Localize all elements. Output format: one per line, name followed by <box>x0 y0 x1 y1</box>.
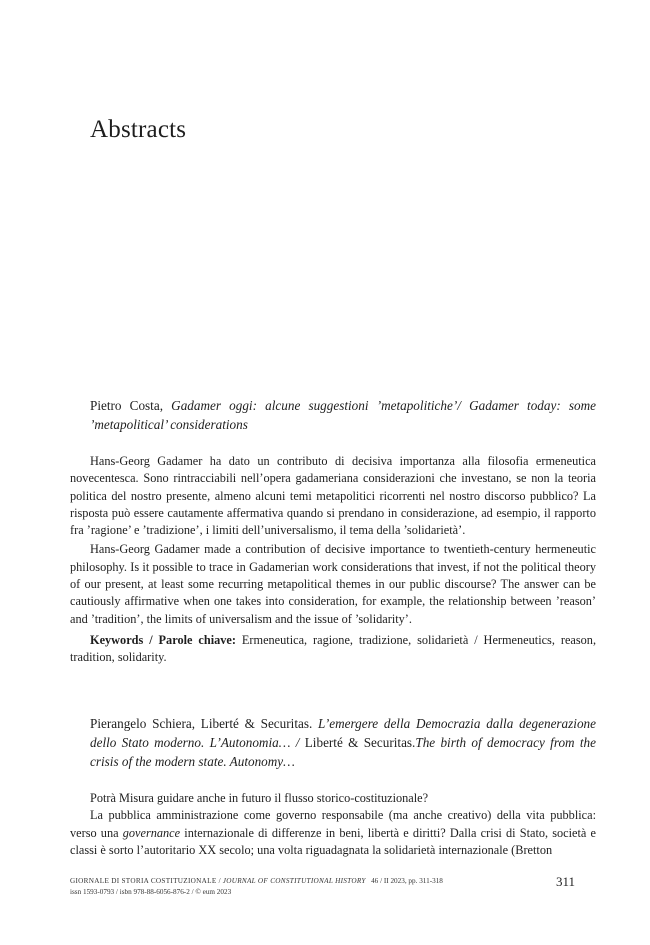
keywords-list: Ermeneutica, ragione, tradizione, solidarietà / Hermeneutics, reason, tradition, solidarity. <box>70 632 597 665</box>
journal-title-it: GIORNALE DI STORIA COSTITUZIONALE / <box>70 877 221 885</box>
article-title-english: The birth of democracy from the crisis of the modern state. Autonomy… <box>90 735 597 769</box>
abstract-title <box>70 396 596 434</box>
article-title: Gadamer oggi: alcune suggestioni ’metapolitiche’/ Gadamer today: some ’metapolitical’ considerations <box>90 398 597 432</box>
author-name: Pietro Costa, <box>90 398 163 413</box>
page-number: 311 <box>556 874 576 889</box>
section-heading: Abstracts <box>90 116 187 143</box>
abstract-paragraph: Potrà Misura guidare anche in futuro il flusso storico-costituzionale? <box>90 791 429 805</box>
article-title-italian: L’emergere della Democrazia dalla degenerazione dello Stato moderno. L’Autonomia… / <box>90 716 596 750</box>
text-italic: governance <box>122 825 181 840</box>
keywords-label: Keywords / Parole chiave: <box>90 632 236 647</box>
abstract-paragraph <box>70 807 596 859</box>
text-segment: internazionale di differenze in beni, libertà e diritti? Dalla crisi di Stato, società e classi è sorto l’autoritario XX secolo; una volta riguadagnata la solidarietà internazionale (Bretton <box>70 825 597 857</box>
author-name: Pierangelo Schiera, Liberté & Securitas. <box>90 716 313 731</box>
text-segment: La pubblica amministrazione come governo responsabile (ma anche creativo) della vita pubblica: verso una <box>70 808 596 840</box>
abstract-english: Hans-Georg Gadamer made a contribution of decisive importance to twentieth-century hermeneutic philosophy. Is it possible to trace in Gadamerian work considerations that invest, if not the political theory of our present, at least some recurring metapolitical themes in our public discourse? The answer can be cautiously affirmative when one takes into consideration, for example, the relationship between ’reason’ and ’tradition’, the limits of universalism and the issue of ’solidarity’. <box>70 542 596 626</box>
abstract-italian: Hans-Georg Gadamer ha dato un contributo di decisiva importanza alla filosofia ermeneutica novecentesca. Sono rintracciabili nell’opera gadameriana considerazioni che investano, se non la teoria politica del nostro presente, almeno alcuni temi metapolitici ricorrenti nel nostro discorso pubblico? La risposta può essere cautamente affermativa quando si prendano in considerazione, ad esempio, il rapporto fra ’ragione’ e ’tradizione’, i limiti dell’universalismo, il tema della ’solidarietà’. <box>70 454 596 538</box>
abstract-title <box>70 714 596 771</box>
journal-line <box>70 876 490 887</box>
isbn-line: issn 1593-0793 / isbn 978-88-6056-876-2 / © eum 2023 <box>70 888 232 896</box>
keywords <box>70 632 596 667</box>
abstract-entry <box>70 714 596 859</box>
abstract-entry <box>70 396 596 667</box>
issue-info: 46 / II 2023, pp. 311-318 <box>371 877 443 885</box>
journal-footer <box>70 876 490 898</box>
article-title-plain: Liberté & Securitas. <box>304 735 416 750</box>
journal-title-en: JOURNAL OF CONSTITUTIONAL HISTORY <box>222 877 366 885</box>
